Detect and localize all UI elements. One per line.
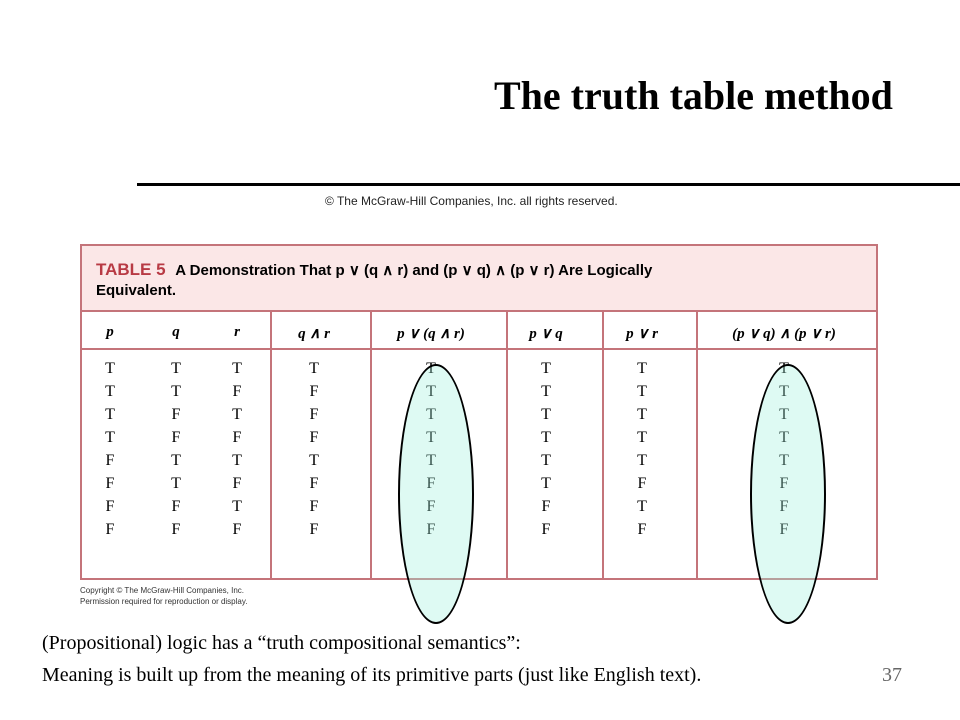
footnote-copyright: Copyright © The McGraw-Hill Companies, Inc. [80,586,245,595]
table-label: TABLE 5 [96,260,166,279]
table-cell: F [309,475,319,492]
table-cell: F [309,406,319,423]
table-cell: T [637,406,647,423]
column-header: (p ∨ q) ∧ (p ∨ r) [732,326,836,342]
table-cell: T [232,498,242,515]
table-cell: T [637,452,647,469]
column-header: p ∨ (q ∧ r) [397,326,465,342]
table-cell: F [309,383,319,400]
column-header: p [106,324,114,340]
table-cell: F [171,498,181,515]
column-header: p ∨ q [529,326,563,342]
column-divider [506,312,508,578]
table-cell: T [779,383,789,400]
table-cell: F [309,521,319,538]
table-cell: T [171,452,181,469]
table-cell: F [232,521,242,538]
table-cell: F [105,475,115,492]
table-cell: F [309,429,319,446]
table-cell: T [105,360,115,377]
table-cell: F [637,475,647,492]
top-copyright-notice: © The McGraw-Hill Companies, Inc. all rights reserved. [325,194,618,208]
table-cell: T [105,383,115,400]
table-cell: T [541,475,551,492]
table-cell: T [779,406,789,423]
column-divider [270,312,272,578]
caption-line-2: Equivalent. [96,282,177,299]
table-cell: T [541,383,551,400]
column-header: r [234,324,240,340]
table-cell: T [426,429,436,446]
table-cell: T [426,452,436,469]
table-cell: T [541,360,551,377]
title-divider [137,183,960,186]
table-cell: F [779,498,789,515]
column-header: q ∧ r [298,326,330,342]
table-cell: T [637,498,647,515]
body-line-2: Meaning is built up from the meaning of its primitive parts (just like English text). [42,664,702,686]
highlight-ellipse-left [398,364,474,624]
table-cell: F [171,521,181,538]
table-cell: T [779,360,789,377]
table-caption [82,246,876,312]
table-cell: T [541,406,551,423]
table-cell: T [232,452,242,469]
table-cell: T [637,383,647,400]
table-cell: T [779,429,789,446]
table-cell: T [426,383,436,400]
table-cell: F [171,429,181,446]
table-cell: F [637,521,647,538]
caption-line-1: A Demonstration That p ∨ (q ∧ r) and (p ∨ q) ∧ (p ∨ r) Are Logically [175,262,653,279]
table-cell: F [541,498,551,515]
table-cell: F [232,429,242,446]
column-divider [602,312,604,578]
body-line-1: (Propositional) logic has a “truth compositional semantics”: [42,632,521,654]
column-header: p ∨ r [626,326,658,342]
table-cell: T [171,383,181,400]
table-cell: F [232,475,242,492]
highlight-ellipse-right [750,364,826,624]
table-cell: F [105,452,115,469]
table-cell: T [232,406,242,423]
table-cell: F [779,521,789,538]
table-cell: F [232,383,242,400]
table-cell: T [426,360,436,377]
table-cell: F [779,475,789,492]
table-cell: F [541,521,551,538]
table-cell: F [105,498,115,515]
table-cell: T [309,452,319,469]
table-cell: F [105,521,115,538]
table-cell: T [105,406,115,423]
column-header: q [172,324,180,340]
table-cell: T [637,429,647,446]
footnote-permission: Permission required for reproduction or display. [80,597,248,606]
table-cell: T [541,452,551,469]
table-cell: F [426,498,436,515]
table-cell: F [426,475,436,492]
table-cell: T [171,475,181,492]
table-cell: T [637,360,647,377]
table-cell: F [309,498,319,515]
table-cell: F [171,406,181,423]
table-cell: T [171,360,181,377]
table-cell: T [309,360,319,377]
column-divider [696,312,698,578]
table-cell: T [232,360,242,377]
table-cell: T [105,429,115,446]
table-cell: T [779,452,789,469]
table-cell: F [426,521,436,538]
slide-title: The truth table method [494,73,893,118]
column-divider [370,312,372,578]
table-cell: T [541,429,551,446]
page-number: 37 [882,664,902,686]
table-cell: T [426,406,436,423]
